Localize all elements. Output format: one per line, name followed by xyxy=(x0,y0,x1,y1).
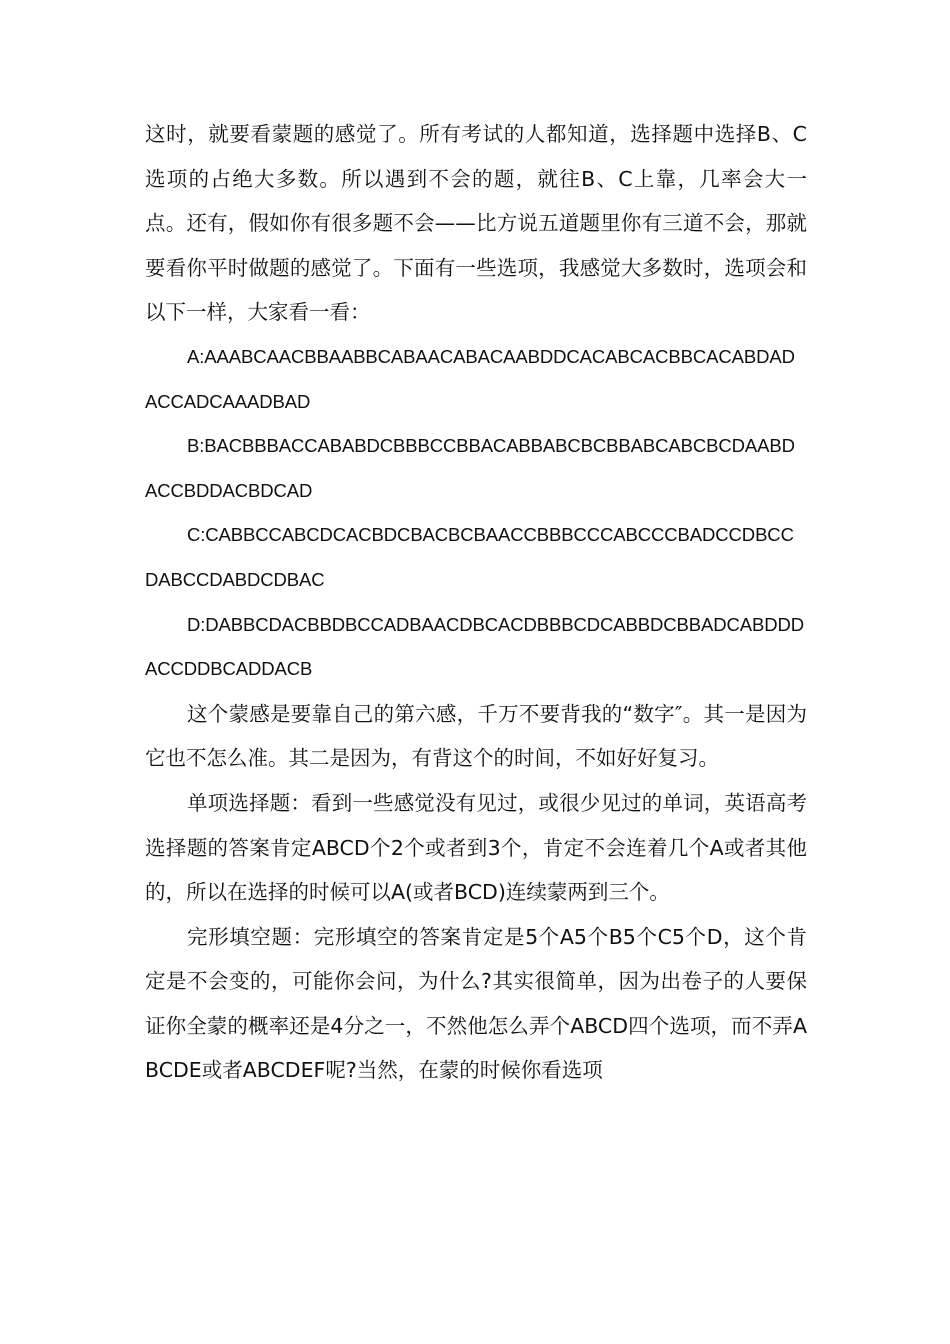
paragraph-sixth-sense: 这个蒙感是要靠自己的第六感，千万不要背我的“数字″。其一是因为它也不怎么准。其二是因为，有背这个的时间，不如好好复习。 xyxy=(145,701,807,771)
option-sequence-d: D:DABBCDACBBDBCCADBAACDBCACDBBBCDCABBDCBBADCABDDDACCDDBCADDACB xyxy=(145,613,805,680)
paragraph-intro: 这时，就要看蒙题的感觉了。所有考试的人都知道，选择题中选择B、C选项的占绝大多数。所以遇到不会的题，就往B、C上靠，几率会大一点。还有，假如你有很多题不会——比方说五道题里你有三道不会，那就要看你平时做题的感觉了。下面有一些选项，我感觉大多数时，选项会和以下一样，大家看一看： xyxy=(145,122,807,325)
paragraph-cloze: 完形填空题：完形填空的答案肯定是5个A5个B5个C5个D，这个肯定是不会变的，可能你会问，为什么?其实很简单，因为出卷子的人要保证你全蒙的概率还是4分之一，不然他怎么弄个ABCD四个选项，而不弄ABCDE或者ABCDEF呢?当然，在蒙的时候你看选项 xyxy=(145,924,807,1083)
option-sequence-b: B:BACBBBACCABABDCBBBCCBBACABBABCBCBBABCABCBCDAABDACCBDDACBDCAD xyxy=(145,435,795,501)
document-page xyxy=(145,112,807,1093)
option-sequence-a: A:AAABCAACBBAABBCABAACABACAABDDCACABCACBBCACABDADACCADCAAADBAD xyxy=(145,345,795,412)
paragraph-single-choice: 单项选择题：看到一些感觉没有见过，或很少见过的单词，英语高考选择题的答案肯定ABCD个2个或者到3个，肯定不会连着几个A或者其他的，所以在选择的时候可以A(或者BCD)连续蒙两到三个。 xyxy=(145,790,807,905)
option-sequence-c: C:CABBCCABCDCACBDCBACBCBAACCBBBCCCABCCCBADCCDBCCDABCCDABDCDBAC xyxy=(145,524,794,590)
